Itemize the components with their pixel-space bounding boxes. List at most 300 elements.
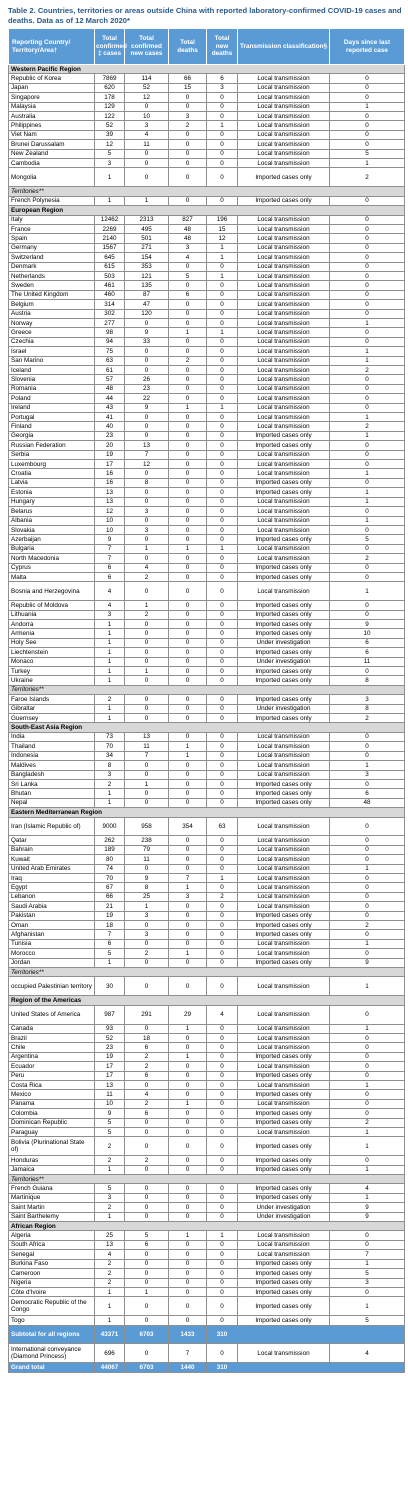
cell-transmission: Local transmission [238, 83, 330, 92]
cell-country: Bolivia (Plurinational State of) [9, 1137, 95, 1156]
cell-total-deaths: 0 [169, 516, 207, 525]
cell-country: Afghanistan [9, 930, 95, 939]
cell-transmission: Imported cases only [238, 1052, 330, 1061]
cell-new-confirmed: 0 [125, 638, 169, 647]
cell-days-since: 0 [330, 262, 405, 271]
cell-new-confirmed: 135 [125, 281, 169, 290]
table-row [9, 714, 405, 723]
cell-days-since: 1 [330, 1127, 405, 1136]
cell-days-since: 0 [330, 930, 405, 939]
cell-total-confirmed: 3 [95, 159, 125, 168]
cell-total-confirmed: 1 [95, 667, 125, 676]
cell-country: North Macedonia [9, 554, 95, 563]
cell-country: Colombia [9, 1109, 95, 1118]
cell-days-since: 48 [330, 798, 405, 807]
cell-total-confirmed: 10 [95, 516, 125, 525]
cell-transmission: Imported cases only [238, 1118, 330, 1127]
cell-total-confirmed: 189 [95, 845, 125, 854]
cell-new-deaths: 0 [207, 281, 238, 290]
cell-transmission: Imported cases only [238, 930, 330, 939]
table-row [9, 1109, 405, 1118]
cell-new-deaths: 0 [207, 732, 238, 741]
table-row [9, 281, 405, 290]
cell-total-confirmed: 8 [95, 761, 125, 770]
cell-total-deaths: 48 [169, 224, 207, 233]
cell-new-deaths: 0 [207, 629, 238, 638]
cell-transmission: Local transmission [238, 751, 330, 760]
cell-days-since: 0 [330, 403, 405, 412]
cell-transmission: Imported cases only [238, 196, 330, 205]
cell-total-deaths: 0 [169, 761, 207, 770]
cell-days-since: 1 [330, 977, 405, 996]
cell-new-deaths: 0 [207, 601, 238, 610]
cell-total-deaths: 6 [169, 290, 207, 299]
cell-new-deaths: 6 [207, 74, 238, 83]
cell-new-confirmed: 0 [125, 657, 169, 666]
cell-transmission: Under investigation [238, 657, 330, 666]
cell-total-confirmed: 75 [95, 347, 125, 356]
cell-total-confirmed: 5 [95, 149, 125, 158]
cell-new-confirmed: 958 [125, 817, 169, 836]
cell-total-deaths: 0 [169, 1203, 207, 1212]
table-row [9, 761, 405, 770]
cell-new-deaths: 0 [207, 1240, 238, 1249]
cell-country: Andorra [9, 620, 95, 629]
table-row [9, 1043, 405, 1052]
cell-total-deaths: 0 [169, 1080, 207, 1089]
cell-total-confirmed: 12 [95, 140, 125, 149]
cell-transmission: Local transmission [238, 1005, 330, 1024]
cell-days-since: 1 [330, 1080, 405, 1089]
cell-new-confirmed: 25 [125, 892, 169, 901]
cell-days-since: 9 [330, 958, 405, 967]
table-row [9, 544, 405, 553]
cell-total-deaths: 0 [169, 309, 207, 318]
table-row [9, 572, 405, 581]
region-label: Eastern Mediterranean Region [9, 808, 405, 817]
cell-transmission: Local transmission [238, 949, 330, 958]
cell-total-deaths: 0 [169, 1287, 207, 1296]
cell-total-deaths: 1440 [169, 1363, 207, 1372]
cell-transmission: Imported cases only [238, 1109, 330, 1118]
cell-new-deaths: 1 [207, 243, 238, 252]
cell-total-confirmed: 39 [95, 130, 125, 139]
cell-days-since: 1 [330, 1137, 405, 1156]
cell-new-confirmed: 0 [125, 469, 169, 478]
cell-transmission: Local transmission [238, 253, 330, 262]
cell-days-since: 0 [330, 902, 405, 911]
table-row [9, 582, 405, 601]
cell-new-deaths: 0 [207, 638, 238, 647]
cell-transmission: Local transmission [238, 554, 330, 563]
cell-new-deaths: 15 [207, 224, 238, 233]
cell-total-confirmed: 4 [95, 582, 125, 601]
table-row [9, 384, 405, 393]
cell-transmission: Local transmission [238, 130, 330, 139]
cell-total-confirmed: 2 [95, 1137, 125, 1156]
cell-country: Monaco [9, 657, 95, 666]
cell-new-deaths: 0 [207, 1212, 238, 1221]
cell-country: Cyprus [9, 563, 95, 572]
table-row [9, 93, 405, 102]
cell-total-deaths: 0 [169, 102, 207, 111]
table-row [9, 873, 405, 882]
cell-transmission: Local transmission [238, 902, 330, 911]
cell-new-confirmed: 7 [125, 751, 169, 760]
cell-total-confirmed: 178 [95, 93, 125, 102]
cell-days-since: 1 [330, 1165, 405, 1174]
cell-total-confirmed: 80 [95, 855, 125, 864]
cell-new-deaths: 0 [207, 1165, 238, 1174]
cell-total-confirmed: 9 [95, 535, 125, 544]
table-row [9, 817, 405, 836]
cell-country: Austria [9, 309, 95, 318]
table-row [9, 1062, 405, 1071]
cell-country: Honduras [9, 1156, 95, 1165]
table-row [9, 535, 405, 544]
cell-days-since: 11 [330, 657, 405, 666]
cell-days-since: 0 [330, 196, 405, 205]
header-total-deaths: Total deaths [169, 29, 207, 65]
cell-transmission: Imported cases only [238, 610, 330, 619]
cell-total-confirmed: 2269 [95, 224, 125, 233]
cell-total-confirmed: 503 [95, 271, 125, 280]
cell-country: Lebanon [9, 892, 95, 901]
cell-country: Slovenia [9, 375, 95, 384]
cell-days-since: 8 [330, 676, 405, 685]
cell-country: Malaysia [9, 102, 95, 111]
cell-transmission: Imported cases only [238, 478, 330, 487]
cell-total-deaths: 0 [169, 582, 207, 601]
table-row [9, 949, 405, 958]
cell-new-confirmed: 12 [125, 460, 169, 469]
header-new-confirmed: Total confirmed new cases [125, 29, 169, 65]
cell-new-deaths: 0 [207, 1184, 238, 1193]
cell-total-confirmed: 94 [95, 337, 125, 346]
cell-new-confirmed: 6703 [125, 1363, 169, 1372]
cell-total-deaths: 1 [169, 751, 207, 760]
cell-total-confirmed: 2 [95, 695, 125, 704]
table-row [9, 112, 405, 121]
cell-new-deaths: 0 [207, 356, 238, 365]
table-row [9, 695, 405, 704]
cell-days-since: 1 [330, 1024, 405, 1033]
cell-total-deaths: 0 [169, 535, 207, 544]
table-row [9, 356, 405, 365]
cell-days-since: 2 [330, 554, 405, 563]
cell-new-deaths: 0 [207, 535, 238, 544]
cell-new-confirmed: 0 [125, 620, 169, 629]
cell-new-deaths: 0 [207, 1099, 238, 1108]
cell-total-deaths: 0 [169, 196, 207, 205]
cell-new-deaths: 0 [207, 742, 238, 751]
cell-total-confirmed: 314 [95, 300, 125, 309]
cell-country: Maldives [9, 761, 95, 770]
cell-days-since: 0 [330, 667, 405, 676]
cell-country: Spain [9, 234, 95, 243]
cell-total-confirmed: 19 [95, 911, 125, 920]
cell-total-deaths: 0 [169, 507, 207, 516]
cell-new-deaths: 0 [207, 798, 238, 807]
header-transmission: Transmission classification§ [238, 29, 330, 65]
cell-country: Germany [9, 243, 95, 252]
cell-total-deaths: 0 [169, 930, 207, 939]
cell-country: Republic of Moldova [9, 601, 95, 610]
cell-new-confirmed: 2 [125, 1062, 169, 1071]
cell-country: Oman [9, 921, 95, 930]
cell-transmission: Imported cases only [238, 1184, 330, 1193]
cell-new-confirmed: 238 [125, 836, 169, 845]
cell-total-confirmed: 13 [95, 1080, 125, 1089]
cell-transmission: Local transmission [238, 460, 330, 469]
table-row [9, 798, 405, 807]
cell-country: Grand total [9, 1363, 95, 1372]
table-row [9, 620, 405, 629]
cell-new-confirmed: 52 [125, 83, 169, 92]
cell-transmission: Local transmission [238, 1062, 330, 1071]
cell-total-deaths: 0 [169, 1165, 207, 1174]
cell-days-since: 0 [330, 309, 405, 318]
cell-new-confirmed: 0 [125, 431, 169, 440]
cell-days-since: 1 [330, 159, 405, 168]
cell-new-deaths: 3 [207, 83, 238, 92]
cell-days-since: 0 [330, 121, 405, 130]
cell-days-since: 0 [330, 883, 405, 892]
cell-days-since: 0 [330, 817, 405, 836]
table-row [9, 563, 405, 572]
cell-new-deaths: 0 [207, 1259, 238, 1268]
cell-new-deaths: 0 [207, 488, 238, 497]
cell-new-confirmed: 22 [125, 394, 169, 403]
cell-new-deaths: 0 [207, 1269, 238, 1278]
table-row [9, 253, 405, 262]
cell-country: Lithuania [9, 610, 95, 619]
cell-days-since: 1 [330, 1297, 405, 1316]
cell-days-since: 6 [330, 638, 405, 647]
cell-transmission: Imported cases only [238, 714, 330, 723]
cell-transmission: Imported cases only [238, 563, 330, 572]
cell-new-confirmed: 495 [125, 224, 169, 233]
cell-total-deaths: 0 [169, 1212, 207, 1221]
region-label: African Region [9, 1222, 405, 1231]
cell-days-since [330, 1325, 405, 1344]
cell-days-since: 0 [330, 441, 405, 450]
cell-new-confirmed: 114 [125, 74, 169, 83]
cell-total-confirmed: 5 [95, 1118, 125, 1127]
cell-days-since: 0 [330, 949, 405, 958]
cell-transmission: Local transmission [238, 469, 330, 478]
cell-total-deaths: 0 [169, 441, 207, 450]
cell-total-confirmed: 1567 [95, 243, 125, 252]
cell-days-since: 1 [330, 347, 405, 356]
cell-transmission: Local transmission [238, 281, 330, 290]
cell-new-confirmed: 0 [125, 1203, 169, 1212]
cell-new-deaths: 0 [207, 441, 238, 450]
cell-new-confirmed: 3 [125, 911, 169, 920]
cell-new-deaths: 1 [207, 403, 238, 412]
cell-total-confirmed: 696 [95, 1344, 125, 1363]
cell-total-confirmed: 122 [95, 112, 125, 121]
cell-country: United Arab Emirates [9, 864, 95, 873]
cell-transmission: Imported cases only [238, 779, 330, 788]
cell-new-deaths: 0 [207, 337, 238, 346]
cell-country: Senegal [9, 1250, 95, 1259]
cell-total-confirmed: 2 [95, 1269, 125, 1278]
cell-new-deaths: 0 [207, 366, 238, 375]
cell-transmission: Imported cases only [238, 789, 330, 798]
cell-country: Italy [9, 215, 95, 224]
cell-new-confirmed: 0 [125, 1193, 169, 1202]
cell-transmission: Local transmission [238, 544, 330, 553]
cell-total-deaths: 0 [169, 563, 207, 572]
cell-total-confirmed: 11 [95, 1090, 125, 1099]
cell-days-since: 0 [330, 300, 405, 309]
cell-transmission: Local transmission [238, 732, 330, 741]
cell-total-confirmed: 73 [95, 732, 125, 741]
cell-new-deaths: 0 [207, 1043, 238, 1052]
cell-total-deaths: 0 [169, 1193, 207, 1202]
cell-new-confirmed: 0 [125, 977, 169, 996]
cell-total-confirmed: 41 [95, 413, 125, 422]
cell-total-deaths: 0 [169, 1297, 207, 1316]
cell-new-confirmed: 0 [125, 648, 169, 657]
table-row [9, 1316, 405, 1325]
cell-country: Russian Federation [9, 441, 95, 450]
cell-country: Armenia [9, 629, 95, 638]
cell-new-deaths: 0 [207, 714, 238, 723]
cell-total-deaths: 0 [169, 497, 207, 506]
cell-total-deaths: 0 [169, 1062, 207, 1071]
cell-total-confirmed: 67 [95, 883, 125, 892]
cell-new-confirmed: 87 [125, 290, 169, 299]
cell-days-since: 10 [330, 629, 405, 638]
cell-total-deaths: 1 [169, 403, 207, 412]
cell-new-deaths: 0 [207, 130, 238, 139]
cell-total-deaths: 0 [169, 1033, 207, 1042]
cell-country: Côte d'Ivoire [9, 1287, 95, 1296]
territories-header-row [9, 968, 405, 977]
cell-new-confirmed: 11 [125, 140, 169, 149]
cell-new-confirmed: 0 [125, 864, 169, 873]
cell-total-confirmed: 262 [95, 836, 125, 845]
cell-new-confirmed: 0 [125, 1080, 169, 1089]
cell-total-confirmed: 63 [95, 356, 125, 365]
cell-transmission: Local transmission [238, 845, 330, 854]
cell-new-confirmed: 7 [125, 450, 169, 459]
table-row [9, 1071, 405, 1080]
cell-new-deaths: 0 [207, 958, 238, 967]
cell-days-since: 0 [330, 130, 405, 139]
cell-transmission: Local transmission [238, 290, 330, 299]
table-row [9, 271, 405, 280]
cell-total-deaths: 0 [169, 318, 207, 327]
cell-total-deaths: 0 [169, 1137, 207, 1156]
cell-total-confirmed: 6 [95, 572, 125, 581]
cell-total-confirmed: 44 [95, 394, 125, 403]
cell-total-confirmed: 34 [95, 751, 125, 760]
cell-total-confirmed: 1 [95, 648, 125, 657]
table-row [9, 149, 405, 158]
cell-total-deaths: 0 [169, 1156, 207, 1165]
cell-transmission: Local transmission [238, 939, 330, 948]
cell-total-deaths: 0 [169, 572, 207, 581]
cell-total-deaths: 0 [169, 488, 207, 497]
region-label: Region of the Americas [9, 996, 405, 1005]
cell-days-since [330, 1363, 405, 1372]
cell-total-deaths: 0 [169, 779, 207, 788]
cell-total-confirmed: 12462 [95, 215, 125, 224]
cell-country: Belarus [9, 507, 95, 516]
table-row [9, 1024, 405, 1033]
cell-transmission: Imported cases only [238, 1297, 330, 1316]
cell-new-deaths: 0 [207, 159, 238, 168]
cell-new-deaths: 12 [207, 234, 238, 243]
cell-transmission: Imported cases only [238, 667, 330, 676]
region-header-row [9, 65, 405, 74]
cell-days-since: 0 [330, 836, 405, 845]
cell-new-deaths: 0 [207, 1024, 238, 1033]
table-row [9, 902, 405, 911]
cell-total-deaths: 1 [169, 1024, 207, 1033]
table-row [9, 742, 405, 751]
cell-total-deaths: 0 [169, 789, 207, 798]
cell-days-since: 0 [330, 112, 405, 121]
cell-total-deaths: 0 [169, 450, 207, 459]
cell-total-confirmed: 2140 [95, 234, 125, 243]
cell-total-confirmed: 5 [95, 1184, 125, 1193]
cell-new-deaths: 0 [207, 779, 238, 788]
cell-country: France [9, 224, 95, 233]
cell-transmission: Local transmission [238, 224, 330, 233]
cell-total-deaths: 2 [169, 121, 207, 130]
cell-new-deaths: 0 [207, 1071, 238, 1080]
cell-days-since: 0 [330, 93, 405, 102]
cell-total-deaths: 0 [169, 554, 207, 563]
cell-new-deaths: 0 [207, 431, 238, 440]
cell-new-deaths: 0 [207, 939, 238, 948]
cell-transmission: Local transmission [238, 328, 330, 337]
cell-transmission: Local transmission [238, 742, 330, 751]
cell-country: Albania [9, 516, 95, 525]
cell-total-confirmed: 1 [95, 638, 125, 647]
cell-new-confirmed: 6 [125, 1071, 169, 1080]
cell-days-since: 1 [330, 516, 405, 525]
cell-country: Martinique [9, 1193, 95, 1202]
cell-new-deaths: 1 [207, 1231, 238, 1240]
cell-country: Finland [9, 422, 95, 431]
table-row [9, 629, 405, 638]
cell-total-confirmed: 18 [95, 921, 125, 930]
cell-total-deaths: 0 [169, 855, 207, 864]
cell-new-confirmed: 0 [125, 714, 169, 723]
territories-label: Territories** [9, 968, 405, 977]
cell-country: Peru [9, 1071, 95, 1080]
cell-country: Bhutan [9, 789, 95, 798]
cell-total-deaths: 0 [169, 1250, 207, 1259]
cell-new-confirmed: 0 [125, 102, 169, 111]
cell-days-since: 0 [330, 610, 405, 619]
cell-country: French Polynesia [9, 196, 95, 205]
cell-new-confirmed: 154 [125, 253, 169, 262]
table-row [9, 478, 405, 487]
table-row [9, 770, 405, 779]
cell-total-confirmed: 70 [95, 873, 125, 882]
cell-transmission: Local transmission [238, 977, 330, 996]
cell-days-since: 0 [330, 525, 405, 534]
cell-total-confirmed: 620 [95, 83, 125, 92]
cell-country: Estonia [9, 488, 95, 497]
cell-new-deaths: 1 [207, 544, 238, 553]
